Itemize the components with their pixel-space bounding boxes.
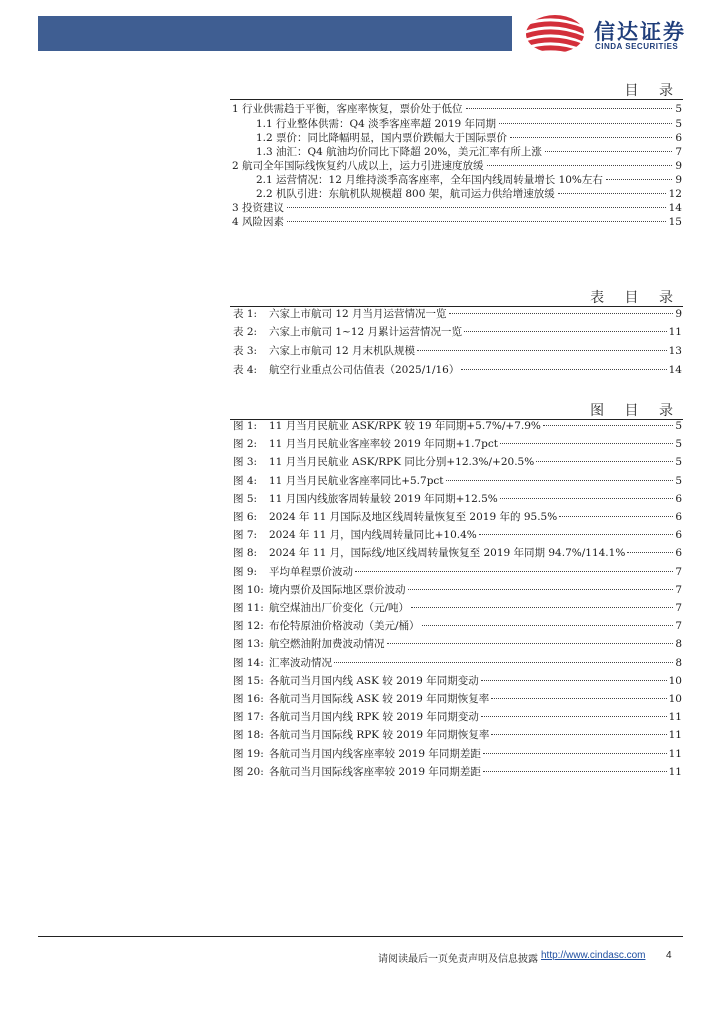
toc-entry-text: 2.2 机队引进：东航机队规模超 800 架，航司运力供给增速放缓 bbox=[256, 188, 555, 200]
leader-dots bbox=[387, 642, 674, 644]
figure-entry-label: 图 17: bbox=[233, 711, 264, 724]
figure-entry[interactable] bbox=[233, 636, 682, 652]
figure-entry-page: 11 bbox=[668, 747, 682, 760]
figure-entry-page: 8 bbox=[675, 638, 682, 651]
figure-entry-label: 图 7: bbox=[233, 529, 258, 542]
figure-entry-text: 2024 年 11 月，国际线/地区线周转量恢复至 2019 年同期 94.7%/114.1% bbox=[269, 547, 626, 560]
figure-entry[interactable] bbox=[233, 418, 682, 434]
figure-entry-page: 10 bbox=[668, 693, 682, 705]
toc-entry[interactable] bbox=[232, 102, 682, 116]
toc-entry-page: 7 bbox=[675, 146, 682, 158]
toc-entry-page: 9 bbox=[675, 160, 682, 172]
leader-dots bbox=[500, 442, 673, 444]
table-entry-text: 航空行业重点公司估值表（2025/1/16） bbox=[269, 364, 460, 376]
figure-entry[interactable] bbox=[233, 491, 682, 507]
figure-entry-label: 图 2: bbox=[233, 438, 258, 451]
leader-dots bbox=[627, 551, 673, 553]
figure-entry-text: 各航司当月国内线客座率较 2019 年同期差距 bbox=[269, 747, 481, 760]
table-entry-label: 表 3: bbox=[233, 345, 258, 357]
toc-entry-text: 1.3 油汇：Q4 航油均价同比下降超 20%，美元汇率有所上涨 bbox=[256, 146, 542, 158]
table-entry-label: 表 2: bbox=[233, 326, 258, 338]
table-entry-text: 六家上市航司 1~12 月累计运营情况一览 bbox=[269, 326, 463, 338]
figure-entry-label: 图 9: bbox=[233, 565, 258, 578]
leader-dots bbox=[411, 606, 673, 608]
table-entry-page: 13 bbox=[668, 345, 682, 357]
toc-entry-page: 6 bbox=[675, 132, 682, 144]
leader-dots bbox=[461, 368, 666, 370]
toc-entry-page: 5 bbox=[675, 118, 682, 130]
toc-entry[interactable] bbox=[256, 131, 682, 145]
figure-entry-text: 各航司当月国际线 ASK 较 2019 年同期恢复率 bbox=[269, 693, 490, 705]
figure-entry[interactable] bbox=[233, 673, 682, 689]
figure-entry-label: 图 20: bbox=[233, 765, 264, 778]
table-entry[interactable] bbox=[233, 343, 682, 359]
figure-entry-label: 图 3: bbox=[233, 456, 258, 469]
figure-entry-page: 6 bbox=[675, 492, 682, 505]
table-entry-text: 六家上市航司 12 月当月运营情况一览 bbox=[269, 308, 447, 320]
leader-dots bbox=[606, 178, 672, 180]
table-entry-label: 表 1: bbox=[233, 308, 258, 320]
figure-entry[interactable] bbox=[233, 600, 682, 616]
tables-list-title: 表 目 录 bbox=[590, 290, 681, 306]
figure-entry[interactable] bbox=[233, 746, 682, 762]
table-entry-label: 表 4: bbox=[233, 364, 258, 376]
toc-entry[interactable] bbox=[256, 187, 682, 201]
leader-dots bbox=[464, 330, 667, 332]
toc-entry-text: 4 风险因素 bbox=[232, 216, 285, 228]
toc-entry-text: 1.2 票价：同比降幅明显，国内票价跌幅大于国际票价 bbox=[256, 132, 508, 144]
leader-dots bbox=[481, 679, 667, 681]
figure-entry-label: 图 8: bbox=[233, 547, 258, 560]
figure-entry[interactable] bbox=[233, 582, 682, 598]
figure-entry-page: 11 bbox=[668, 729, 682, 742]
leader-dots bbox=[483, 752, 667, 754]
toc-entry[interactable] bbox=[232, 159, 682, 173]
figure-entry-text: 航空煤油出厂价变化（元/吨） bbox=[269, 602, 410, 614]
logo-english-text: CINDA SECURITIES bbox=[595, 42, 679, 51]
table-entry[interactable] bbox=[233, 306, 682, 322]
toc-entry-page: 14 bbox=[668, 202, 682, 214]
figure-entry-page: 5 bbox=[675, 438, 682, 451]
figure-entry[interactable] bbox=[233, 691, 682, 707]
figure-entry-page: 5 bbox=[675, 420, 682, 432]
toc-entry[interactable] bbox=[256, 173, 682, 187]
toc-entry-page: 12 bbox=[668, 188, 682, 200]
figure-entry-text: 各航司当月国内线 ASK 较 2019 年同期变动 bbox=[269, 674, 479, 687]
figure-entry[interactable] bbox=[233, 545, 682, 561]
leader-dots bbox=[417, 349, 667, 351]
toc-entry-page: 9 bbox=[675, 174, 682, 186]
figure-entry-label: 图 14: bbox=[233, 656, 264, 669]
figure-entry[interactable] bbox=[233, 473, 682, 489]
leader-dots bbox=[559, 515, 673, 517]
figure-entry-text: 各航司当月国内线 RPK 较 2019 年同期变动 bbox=[269, 711, 479, 724]
toc-entry[interactable] bbox=[256, 117, 682, 131]
leader-dots bbox=[446, 479, 674, 481]
toc-entry-page: 15 bbox=[668, 216, 682, 228]
figure-entry-label: 图 6: bbox=[233, 511, 258, 523]
figure-entry-page: 7 bbox=[675, 602, 682, 614]
footer-website-link[interactable]: http://www.cindasc.com bbox=[541, 950, 646, 961]
footer-disclaimer: 请阅读最后一页免责声明及信息披露 bbox=[378, 954, 538, 965]
page-number: 4 bbox=[666, 950, 672, 961]
figure-entry-label: 图 13: bbox=[233, 638, 264, 651]
leader-dots bbox=[543, 424, 673, 426]
figure-entry[interactable] bbox=[233, 454, 682, 470]
figure-entry-page: 10 bbox=[668, 674, 682, 687]
leader-dots bbox=[558, 192, 666, 194]
toc-entry-text: 3 投资建议 bbox=[232, 202, 285, 214]
figure-entry-text: 航空燃油附加费波动情况 bbox=[269, 638, 385, 651]
toc-entry-text: 2 航司全年国际线恢复约八成以上，运力引进速度放缓 bbox=[232, 160, 484, 172]
toc-title: 目 录 bbox=[624, 83, 681, 99]
figure-entry[interactable] bbox=[233, 764, 682, 780]
leader-dots bbox=[487, 164, 673, 166]
leader-dots bbox=[334, 661, 673, 663]
figure-entry-page: 6 bbox=[675, 511, 682, 523]
table-entry[interactable] bbox=[233, 362, 682, 378]
header-banner bbox=[38, 16, 512, 51]
figure-entry-label: 图 10: bbox=[233, 583, 264, 596]
toc-divider bbox=[230, 99, 683, 100]
leader-dots bbox=[491, 697, 666, 699]
figure-entry-text: 11 月当月民航业 ASK/RPK 较 19 年同期+5.7%/+7.9% bbox=[269, 420, 541, 432]
figure-entry-page: 11 bbox=[668, 765, 682, 778]
figure-entry[interactable] bbox=[233, 436, 682, 452]
figure-entry-text: 汇率波动情况 bbox=[269, 656, 332, 669]
figure-entry[interactable] bbox=[233, 527, 682, 543]
figure-entry-text: 平均单程票价波动 bbox=[269, 565, 353, 578]
toc-entry-text: 1 行业供需趋于平衡，客座率恢复，票价处于低位 bbox=[232, 103, 463, 115]
leader-dots bbox=[466, 107, 673, 109]
leader-dots bbox=[287, 220, 666, 222]
leader-dots bbox=[355, 570, 673, 572]
toc-entry-text: 1.1 行业整体供需：Q4 淡季客座率超 2019 年同期 bbox=[256, 118, 497, 130]
leader-dots bbox=[483, 770, 667, 772]
figure-entry-text: 11 月当月民航业 ASK/RPK 同比分别+12.3%/+20.5% bbox=[269, 456, 535, 469]
table-entry[interactable] bbox=[233, 324, 682, 340]
figure-entry-label: 图 5: bbox=[233, 492, 258, 505]
figure-entry-label: 图 12: bbox=[233, 620, 264, 633]
figure-entry-page: 7 bbox=[675, 583, 682, 596]
figure-entry-page: 6 bbox=[675, 547, 682, 560]
figure-entry-text: 11 月国内线旅客周转量较 2019 年同期+12.5% bbox=[269, 492, 498, 505]
figures-list-title: 图 目 录 bbox=[590, 403, 681, 419]
leader-dots bbox=[408, 588, 674, 590]
table-entry-page: 11 bbox=[668, 326, 682, 338]
leader-dots bbox=[287, 206, 666, 208]
figure-entry[interactable] bbox=[233, 709, 682, 725]
toc-entry[interactable] bbox=[232, 215, 682, 229]
leader-dots bbox=[510, 136, 672, 138]
figure-entry-text: 各航司当月国际线客座率较 2019 年同期差距 bbox=[269, 765, 481, 778]
figure-entry-label: 图 11: bbox=[233, 602, 264, 614]
leader-dots bbox=[449, 312, 674, 314]
leader-dots bbox=[499, 122, 672, 124]
toc-entry[interactable] bbox=[256, 145, 682, 159]
toc-entry[interactable] bbox=[232, 201, 682, 215]
figure-entry[interactable] bbox=[233, 509, 682, 525]
figure-entry[interactable] bbox=[233, 727, 682, 743]
figure-entry-text: 各航司当月国际线 RPK 较 2019 年同期恢复率 bbox=[269, 729, 490, 742]
toc-entry-page: 5 bbox=[675, 103, 682, 115]
leader-dots bbox=[545, 150, 672, 152]
leader-dots bbox=[481, 715, 667, 717]
leader-dots bbox=[422, 624, 674, 626]
leader-dots bbox=[491, 733, 666, 735]
cinda-globe-icon bbox=[524, 14, 586, 54]
figure-entry-page: 5 bbox=[675, 456, 682, 469]
cinda-logo bbox=[524, 14, 704, 54]
leader-dots bbox=[500, 497, 674, 499]
figure-entry-page: 8 bbox=[675, 656, 682, 669]
table-entry-page: 14 bbox=[668, 364, 682, 376]
figure-entry-text: 境内票价及国际地区票价波动 bbox=[269, 583, 406, 596]
figure-entry-label: 图 18: bbox=[233, 729, 264, 742]
figure-entry-text: 2024 年 11 月，国内线周转量同比+10.4% bbox=[269, 529, 477, 542]
figure-entry-label: 图 1: bbox=[233, 420, 258, 432]
figure-entry-page: 6 bbox=[675, 529, 682, 542]
table-entry-page: 9 bbox=[675, 308, 682, 320]
figure-entry-label: 图 15: bbox=[233, 674, 264, 687]
figure-entry[interactable] bbox=[233, 655, 682, 671]
table-entry-text: 六家上市航司 12 月末机队规模 bbox=[269, 345, 416, 357]
figure-entry[interactable] bbox=[233, 564, 682, 580]
figure-entry-page: 5 bbox=[675, 474, 682, 487]
leader-dots bbox=[479, 533, 674, 535]
figure-entry-label: 图 16: bbox=[233, 693, 264, 705]
figure-entry-text: 11 月当月民航业客座率较 2019 年同期+1.7pct bbox=[269, 438, 498, 451]
leader-dots bbox=[536, 460, 673, 462]
logo-chinese-text: 信达证券 bbox=[594, 20, 686, 44]
footer-divider bbox=[38, 936, 683, 937]
figure-entry-label: 图 19: bbox=[233, 747, 264, 760]
figure-entry-page: 7 bbox=[675, 620, 682, 633]
figure-entry-text: 2024 年 11 月国际及地区线周转量恢复至 2019 年的 95.5% bbox=[269, 511, 558, 523]
toc-entry-text: 2.1 运营情况：12 月维持淡季高客座率，全年国内线周转量增长 10%左右 bbox=[256, 174, 603, 186]
figure-entry-text: 布伦特原油价格波动（美元/桶） bbox=[269, 620, 420, 633]
figure-entry-text: 11 月当月民航业客座率同比+5.7pct bbox=[269, 474, 444, 487]
figure-entry-page: 11 bbox=[668, 711, 682, 724]
figure-entry[interactable] bbox=[233, 618, 682, 634]
figure-entry-label: 图 4: bbox=[233, 474, 258, 487]
figure-entry-page: 7 bbox=[675, 565, 682, 578]
